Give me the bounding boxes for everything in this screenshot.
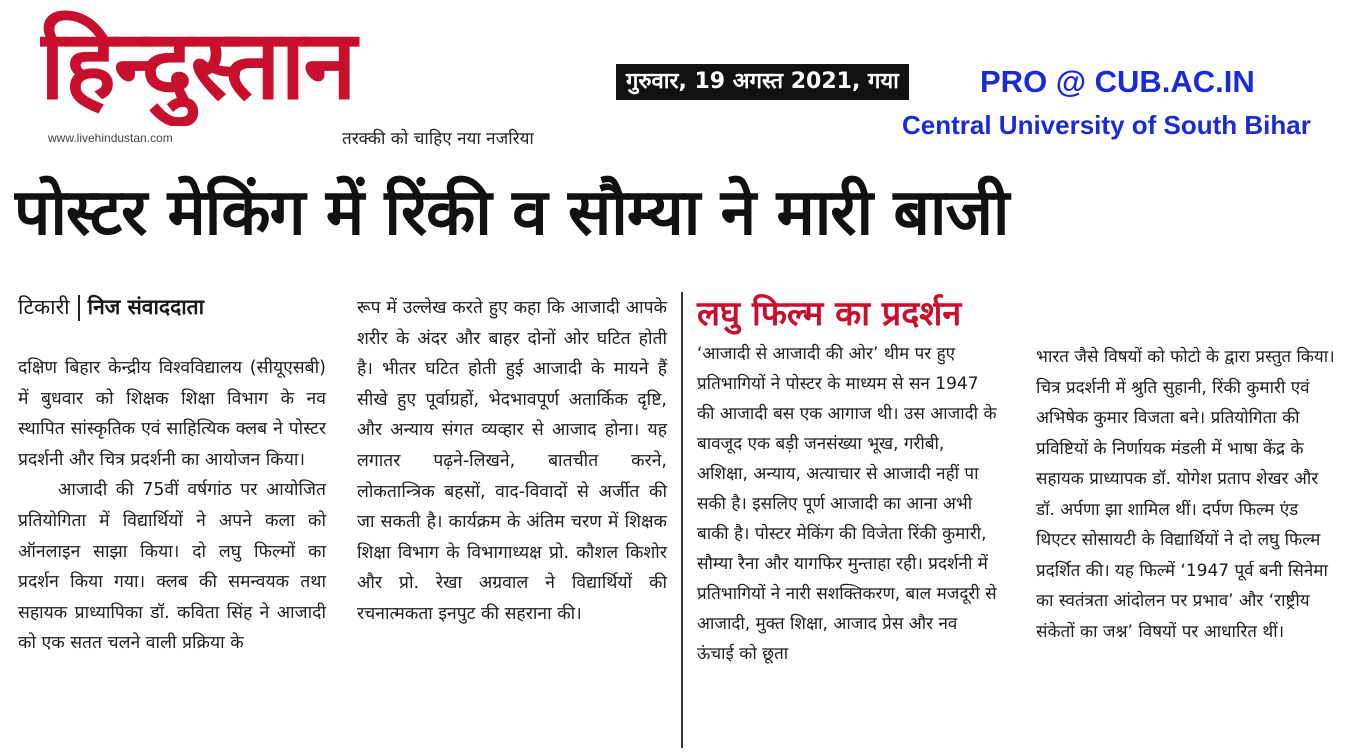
headline: पोस्टर मेकिंग में रिंकी व सौम्या ने मारी बाजी: [14, 176, 1009, 250]
article-paragraph: दक्षिण बिहार केन्द्रीय विश्वविद्यालय (सीयूएसबी) में बुधवार को शिक्षक शिक्षा विभाग के नव स्थापित सांस्कृतिक एवं साहित्यिक क्लब ने पोस्टर प्रदर्शनी और चित्र प्रदर्शनी का आयोजन किया।: [18, 358, 326, 470]
article-column-4: [1036, 342, 1342, 647]
article-column-3: [697, 339, 997, 669]
byline-separator: [78, 295, 80, 321]
article-paragraph: रूप में उल्लेख करते हुए कहा कि आजादी आपके शरीर के अंदर और बाहर दोनों ओर घटित होती है। भीतर घटित होती हुई आजादी के मायने हैं सीखे हुए पूर्वाग्रहों, भेदभावपूर्ण अतार्किक दृष्टि, और अन्याय संगत व्यव्हार से आजाद होना। यह लगातर पढ़ने-लिखने, बातचीत करने, लोकतान्त्रिक बहसों, वाद-विवादों से अर्जीत की जा सकती है। कार्यक्रम के अंतिम चरण में शिक्षक शिक्षा विभाग के विभागाध्यक्ष प्रो. कौशल किशोर और प्रो. रेखा अग्रवाल ने विद्यार्थियों की रचनात्मकता इनपुट की सहराना की।: [357, 298, 668, 624]
article-column-2: [357, 293, 667, 630]
article-column-1: [18, 353, 326, 659]
pro-email: PRO @ CUB.AC.IN: [980, 64, 1255, 99]
newspaper-logo: हिन्दुस्तान: [40, 9, 355, 121]
dateline: गुरुवार, 19 अगस्त 2021, गया: [616, 64, 909, 100]
website-url: www.livehindustan.com: [48, 131, 173, 145]
article-paragraph: भारत जैसे विषयों को फोटो के द्वारा प्रस्तुत किया। चित्र प्रदर्शनी में श्रुति सुहानी, रिंकी कुमारी एवं अभिषेक कुमार विजता बने। प्रतियोगिता की प्रविष्टियों के निर्णायक मंडली में भाषा केंद्र के सहायक प्राध्यापक डॉ. योगेश प्रताप शेखर और डॉ. अर्पणा झा शामिल थीं। दर्पण फिल्म एंड थिएटर सोसायटी के विद्यार्थियों ने दो लघु फिल्म प्रदर्शित की। यह फिल्में ‘1947 पूर्व बनी सिनेमा का स्वतंत्रता आंदोलन पर प्रभाव’ और ‘राष्ट्रीय संकेतों का जश्न’ विषयों पर आधारित थीं।: [1036, 347, 1335, 642]
byline-reporter: निज संवाददाता: [87, 295, 205, 319]
byline-place: टिकारी: [18, 295, 70, 319]
tagline: तरक्की को चाहिए नया नजरिया: [342, 129, 534, 149]
article-paragraph: आजादी की 75वीं वर्षगांठ पर आयोजित प्रतियोगिता में विद्यार्थियों ने अपने कला को ऑनलाइन साझा किया। दो लघु फिल्मों का प्रदर्शन किया गया। क्लब की समन्वयक तथा सहायक प्राध्यापिका डॉ. कविता सिंह ने आजादी को एक सतत चलने वाली प्रक्रिया के: [18, 480, 326, 654]
column-divider: [681, 292, 683, 748]
byline: [18, 292, 204, 322]
article-paragraph: ‘आजादी से आजादी की ओर’ थीम पर हुए प्रतिभागियों ने पोस्टर के माध्यम से सन 1947 की आजादी बस एक आगाज थी। उस आजादी के बावजूद एक बड़ी जनसंख्या भूख, गरीबी, अशिक्षा, अन्याय, अत्याचार से आजादी नहीं पा सकी है। इसलिए पूर्ण आजादी का आना अभी बाकी है। पोस्टर मेकिंग की विजेता रिंकी कुमारी, सौम्या रैना और यागफिर मुन्ताहा रही। प्रदर्शनी में प्रतिभागियों ने नारी सशक्तिकरण, बाल मजदूरी से आजादी, मुक्त शिक्षा, आजाद प्रेस और नव ऊंचाई को छूता: [697, 344, 997, 664]
university-name: Central University of South Bihar: [902, 110, 1311, 140]
subheading: लघु फिल्म का प्रदर्शन: [697, 294, 962, 334]
